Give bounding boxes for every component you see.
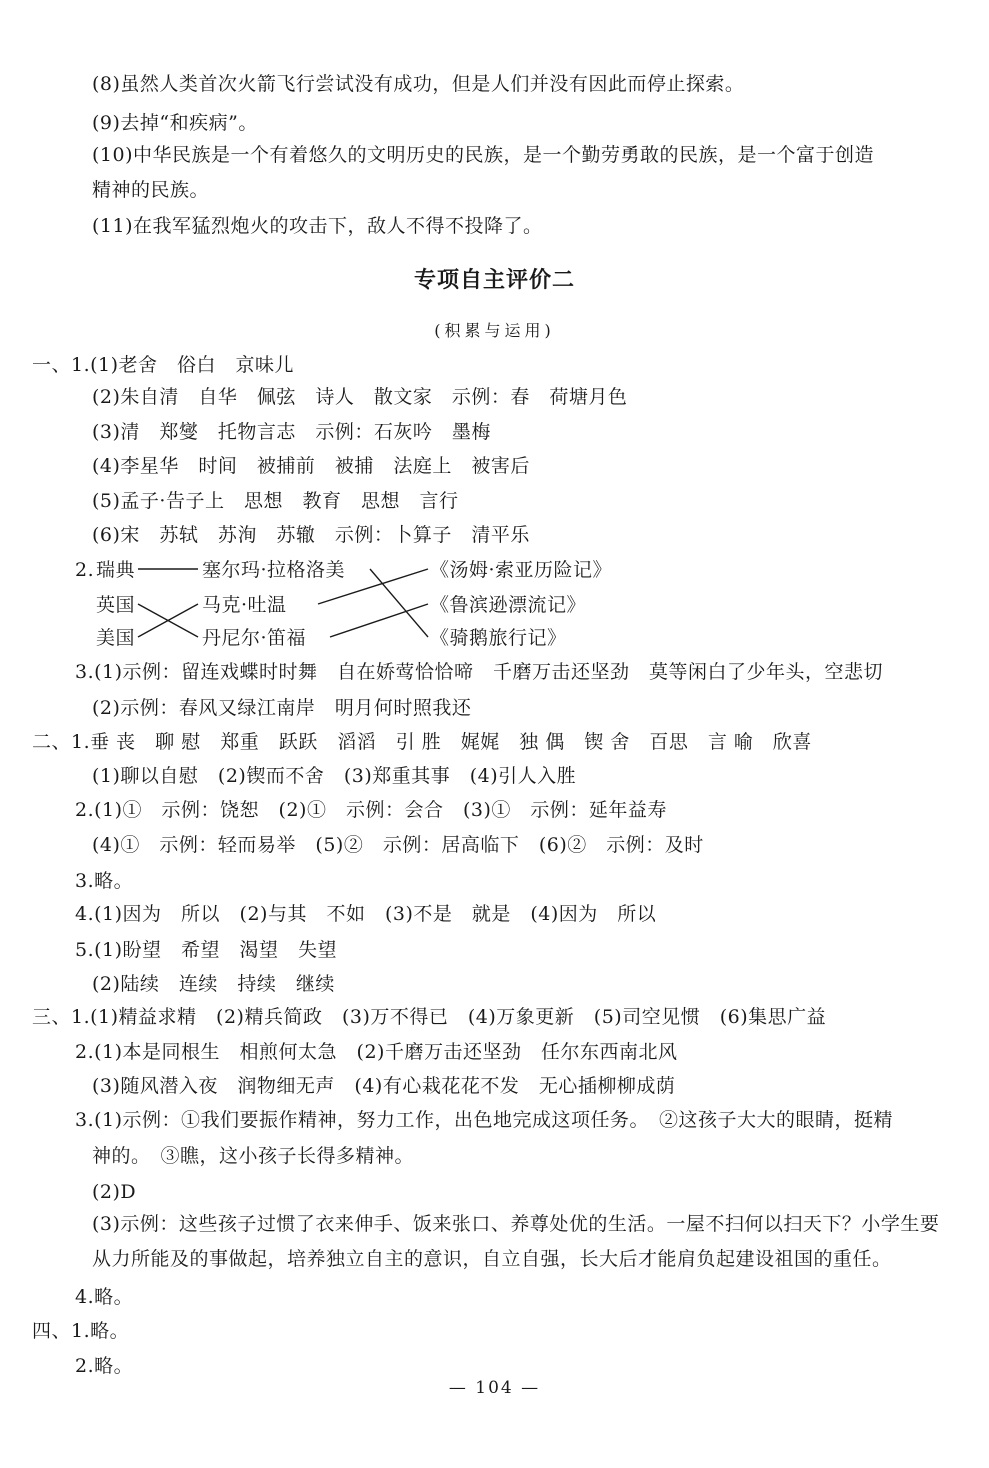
part3-q1: 三、1.(1)精益求精 (2)精兵简政 (3)万不得已 (4)万象更新 (5)司空见惯 (6)集思广益 [32,1006,827,1028]
section-subtitle: (积累与运用) [434,321,555,340]
match-book-1: 《汤姆·索亚历险记》 [430,559,613,581]
part3-q3-3: (2)D [92,1181,137,1203]
part4-q2: 2.略。 [75,1355,134,1377]
answer-10-line2: 精神的民族。 [92,179,210,201]
answer-8: (8)虽然人类首次火箭飞行尝试没有成功，但是人们并没有因此而停止探索。 [92,73,745,95]
part2-q1: 二、1.垂 丧 聊 慰 郑重 跃跃 滔滔 引 胜 娓娓 独 偶 锲 舍 百思 言 喻 欣喜 [32,731,812,753]
answer-9: (9)去掉“和疾病”。 [92,112,258,134]
part1-q1-1: 一、1.(1)老舍 俗白 京味儿 [32,354,295,376]
match-country-1: 瑞典 [96,559,136,581]
answer-10-line1: (10)中华民族是一个有着悠久的文明历史的民族，是一个勤劳勇敢的民族，是一个富于创造 [92,144,875,166]
part3-q3-5: 从力所能及的事做起，培养独立自主的意识，自立自强，长大后才能肩负起建设祖国的重任。 [92,1248,892,1270]
part2-q5-1: 5.(1)盼望 希望 渴望 失望 [75,939,338,961]
part2-q2-1: 2.(1)① 示例：饶恕 (2)① 示例：会合 (3)① 示例：延年益寿 [75,799,667,821]
part2-q1-sub: (1)聊以自慰 (2)锲而不舍 (3)郑重其事 (4)引人入胜 [92,765,577,787]
match-country-2: 英国 [96,594,136,616]
part2-q4: 4.(1)因为 所以 (2)与其 不如 (3)不是 就是 (4)因为 所以 [75,903,657,925]
part1-q1-4: (4)李星华 时间 被捕前 被捕 法庭上 被害后 [92,455,530,477]
part3-q4: 4.略。 [75,1286,134,1308]
part3-q3-1: 3.(1)示例：①我们要振作精神，努力工作，出色地完成这项任务。 ②这孩子大大的眼睛，挺精 [75,1109,894,1131]
match-author-3: 丹尼尔·笛福 [202,627,307,649]
match-author-2: 马克·吐温 [202,594,287,616]
part4-q1: 四、1.略。 [32,1320,130,1342]
page-number: — 104 — [448,1378,541,1398]
part1-q1-3: (3)清 郑燮 托物言志 示例：石灰吟 墨梅 [92,421,491,443]
part3-q3-4: (3)示例：这些孩子过惯了衣来伸手、饭来张口、养尊处优的生活。一屋不扫何以扫天下？小学生要 [92,1213,940,1235]
match-book-3: 《骑鹅旅行记》 [430,627,567,649]
section-title: 专项自主评价二 [413,268,575,293]
part1-q3-2: (2)示例：春风又绿江南岸 明月何时照我还 [92,697,472,719]
part1-q1-5: (5)孟子·告子上 思想 教育 思想 言行 [92,490,459,512]
part2-q2-2: (4)① 示例：轻而易举 (5)② 示例：居高临下 (6)② 示例：及时 [92,834,704,856]
part2-q3: 3.略。 [75,870,134,892]
part3-q2-1: 2.(1)本是同根生 相煎何太急 (2)千磨万击还坚劲 任尔东西南北风 [75,1041,678,1063]
match-author-1: 塞尔玛·拉格洛美 [202,559,346,581]
part2-q5-2: (2)陆续 连续 持续 继续 [92,973,335,995]
part3-q3-2: 神的。 ③瞧，这小孩子长得多精神。 [92,1145,415,1167]
matching-label: 2. [75,559,95,581]
match-book-2: 《鲁滨逊漂流记》 [430,594,587,616]
answer-11: (11)在我军猛烈炮火的攻击下，敌人不得不投降了。 [92,215,543,237]
part1-q1-6: (6)宋 苏轼 苏洵 苏辙 示例：卜算子 清平乐 [92,524,530,546]
part1-q1-2: (2)朱自清 自华 佩弦 诗人 散文家 示例：春 荷塘月色 [92,386,628,408]
part1-q3-1: 3.(1)示例：留连戏蝶时时舞 自在娇莺恰恰啼 千磨万击还坚劲 莫等闲白了少年头，空悲切 [75,661,884,683]
match-country-3: 美国 [96,627,136,649]
part3-q2-2: (3)随风潜入夜 润物细无声 (4)有心栽花花不发 无心插柳柳成荫 [92,1075,676,1097]
